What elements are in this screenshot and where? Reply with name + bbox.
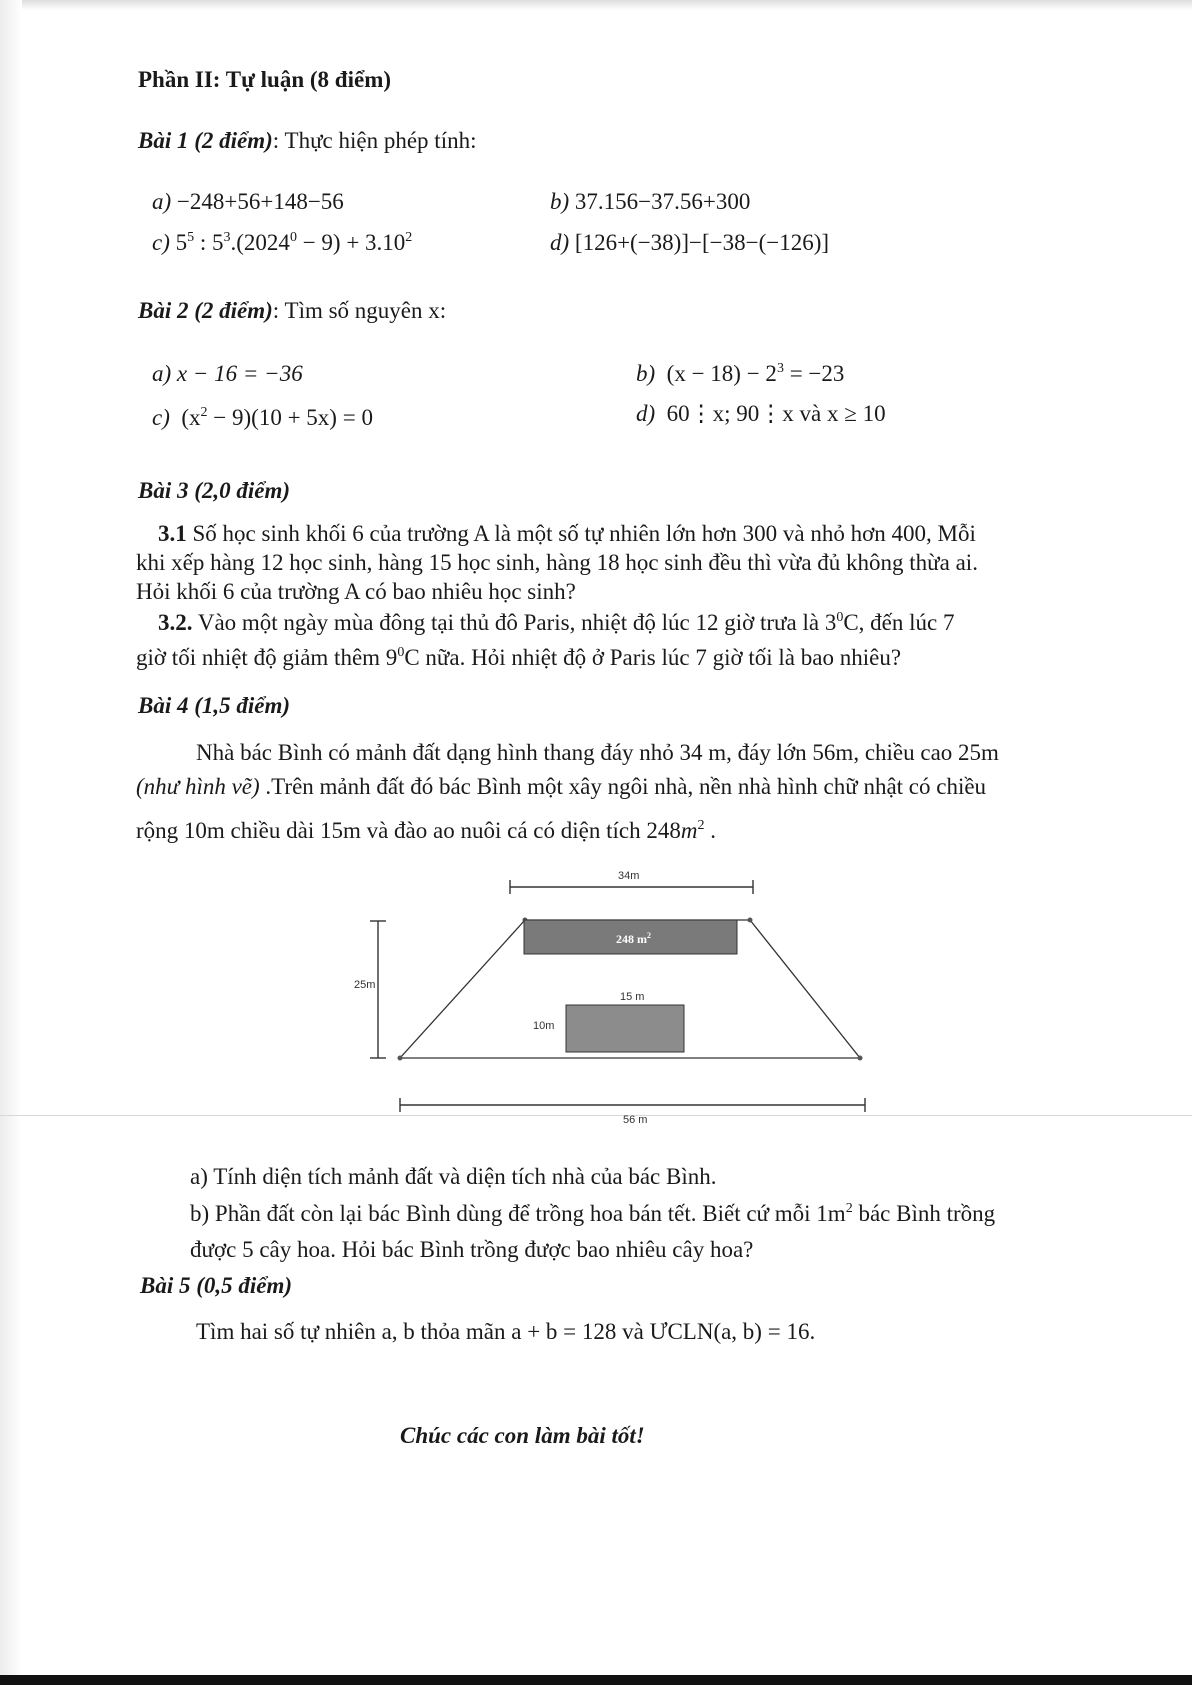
bai2-item-c xyxy=(152,404,373,432)
bai1-b-expr: 37.156−37.56+300 xyxy=(574,189,751,214)
part-title: Phần II: Tự luận (8 điểm) xyxy=(138,67,392,92)
bai2-item-a xyxy=(152,360,303,388)
bai2-c-part2: − 9)(10 + 5x) = 0 xyxy=(207,405,373,430)
house-length-label: 15 m xyxy=(620,991,645,1003)
trapezoid-figure xyxy=(340,862,880,1132)
bai4-question-a: a) Tính diện tích mảnh đất và diện tích nhà của bác Bình. xyxy=(190,1164,717,1189)
bai1-c-part3: .(2024 xyxy=(230,230,290,255)
bai4-qb-text2: bác Bình trồng xyxy=(852,1201,996,1226)
bai3-p1-line1 xyxy=(158,520,976,548)
scan-edge-left xyxy=(0,0,22,1685)
bai4-line3 xyxy=(136,817,716,845)
bai4-line2 xyxy=(136,773,986,801)
bai3-p2-line1 xyxy=(158,609,955,637)
bai1-a-label: a) xyxy=(152,189,172,214)
bai4-question-b-line2: được 5 cây hoa. Hỏi bác Bình trồng được bao nhiêu cây hoa? xyxy=(190,1237,754,1262)
bai3-p2-text2a: giờ tối nhiệt độ giảm thêm 9 xyxy=(136,645,398,670)
bai2-b-label: b) xyxy=(636,361,656,386)
bai2-c-label: c) xyxy=(152,405,170,430)
bai1-c-exp4: 2 xyxy=(405,230,413,245)
bai2-b-exp: 3 xyxy=(776,361,784,376)
bai1-c-exp1: 5 xyxy=(187,230,195,245)
bai4-line3-exp: 2 xyxy=(697,818,705,833)
bai3-p2-degree: 0 xyxy=(836,610,844,625)
bai3-p1-num: 3.1 xyxy=(158,521,187,546)
bai1-item-c xyxy=(152,229,412,257)
bai1-c-exp2: 3 xyxy=(223,230,231,245)
bai1-item-b xyxy=(550,188,750,216)
bai2-heading xyxy=(138,297,446,325)
bai1-item-a xyxy=(152,188,344,216)
height-label: 25m xyxy=(354,979,376,991)
scan-edge-bottom xyxy=(0,1675,1192,1685)
bai4-qb-exp: 2 xyxy=(845,1201,853,1216)
bai2-c-part1: (x xyxy=(181,405,201,430)
closing-message: Chúc các con làm bài tốt! xyxy=(400,1423,645,1448)
bai1-c-part1: 5 xyxy=(175,230,188,255)
bai2-a-expr: x − 16 = −36 xyxy=(176,361,303,386)
bai1-c-part4: − 9) + 3.10 xyxy=(296,230,406,255)
top-dimension-line xyxy=(510,880,753,894)
bai2-item-d xyxy=(636,400,886,428)
bai2-a-label: a) xyxy=(152,361,172,386)
bai2-b-part1: (x − 18) − 2 xyxy=(666,361,777,386)
bai3-p2-line2 xyxy=(136,644,901,672)
bai3-p2-text1b: C, đến lúc 7 xyxy=(843,610,955,635)
bai1-d-expr: [126+(−38)]−[−38−(−126)] xyxy=(574,230,830,255)
trapezoid-vertex xyxy=(398,1056,403,1061)
bai4-line3-unit: m xyxy=(680,818,698,843)
bai1-item-d xyxy=(550,229,829,257)
bai1-c-label: c) xyxy=(152,230,170,255)
bai3-p1-line3: Hỏi khối 6 của trường A có bao nhiêu học sinh? xyxy=(136,579,576,604)
bai3-p1-line2: khi xếp hàng 12 học sinh, hàng 15 học sinh, hàng 18 học sinh đều thì vừa đủ không thừa ai. xyxy=(136,550,978,575)
bai1-b-label: b) xyxy=(550,189,570,214)
bai4-line1: Nhà bác Bình có mảnh đất dạng hình thang đáy nhỏ 34 m, đáy lớn 56m, chiều cao 25m xyxy=(196,740,999,765)
bai4-line3-text: rộng 10m chiều dài 15m và đào ao nuôi cá có diện tích 248 xyxy=(136,818,681,843)
bai1-heading xyxy=(138,127,476,155)
bai1-a-expr: −248+56+148−56 xyxy=(176,189,344,214)
bai1-c-exp3: 0 xyxy=(289,230,297,245)
bai3-p1-text1: Số học sinh khối 6 của trường A là một số tự nhiên lớn hơn 300 và nhỏ hơn 400, Mỗi xyxy=(186,521,976,546)
bai1-instruction: : Thực hiện phép tính: xyxy=(272,128,477,153)
bottom-dimension-line xyxy=(400,1098,865,1112)
bai5-title: Bài 5 (0,5 điểm) xyxy=(140,1273,293,1298)
bai2-instruction: : Tìm số nguyên x: xyxy=(272,298,447,323)
bai2-d-expr: 60⋮x; 90⋮x và x ≥ 10 xyxy=(666,401,886,426)
bai3-title: Bài 3 (2,0 điểm) xyxy=(138,478,291,503)
bai2-title: Bài 2 (2 điểm) xyxy=(138,298,273,323)
bai2-d-label: d) xyxy=(636,401,656,426)
bai4-line3-end: . xyxy=(704,818,716,843)
bai4-line2-italic: (như hình vẽ) xyxy=(136,774,260,799)
trapezoid-vertex xyxy=(858,1056,863,1061)
bai1-title: Bài 1 (2 điểm) xyxy=(138,128,273,153)
top-base-label: 34m xyxy=(618,870,640,882)
bottom-base-label: 56 m xyxy=(623,1114,648,1126)
bai5-line: Tìm hai số tự nhiên a, b thỏa mãn a + b = 128 và ƯCLN(a, b) = 16. xyxy=(196,1319,816,1344)
bai4-title: Bài 4 (1,5 điểm) xyxy=(138,693,291,718)
pond-area-label xyxy=(616,931,651,946)
house-rectangle xyxy=(566,1005,684,1052)
bai4-qb-text1: b) Phần đất còn lại bác Bình dùng để trồng hoa bán tết. Biết cứ mỗi 1m xyxy=(190,1201,846,1226)
scan-edge-top xyxy=(0,0,1192,10)
trapezoid-vertex xyxy=(748,918,753,923)
bai1-c-part2: : 5 xyxy=(194,230,224,255)
bai3-p2-text2b: C nữa. Hỏi nhiệt độ ở Paris lúc 7 giờ tối là bao nhiêu? xyxy=(404,645,902,670)
bai4-line2-rest: .Trên mảnh đất đó bác Bình một xây ngôi nhà, nền nhà hình chữ nhật có chiều xyxy=(259,774,987,799)
bai2-c-exp: 2 xyxy=(200,405,208,420)
bai4-question-b-line1 xyxy=(190,1200,995,1228)
bai2-item-b xyxy=(636,360,844,388)
bai2-b-part2: = −23 xyxy=(783,361,845,386)
bai1-d-label: d) xyxy=(550,230,570,255)
bai3-p2-degree2: 0 xyxy=(397,645,405,660)
pond-area-exp: 2 xyxy=(647,931,651,940)
bai3-p2-num: 3.2. xyxy=(158,610,193,635)
bai3-p2-text1a: Vào một ngày mùa đông tại thủ đô Paris, nhiệt độ lúc 12 giờ trưa là 3 xyxy=(192,610,837,635)
house-width-label: 10m xyxy=(533,1020,555,1032)
pond-area-value: 248 m xyxy=(616,932,647,946)
